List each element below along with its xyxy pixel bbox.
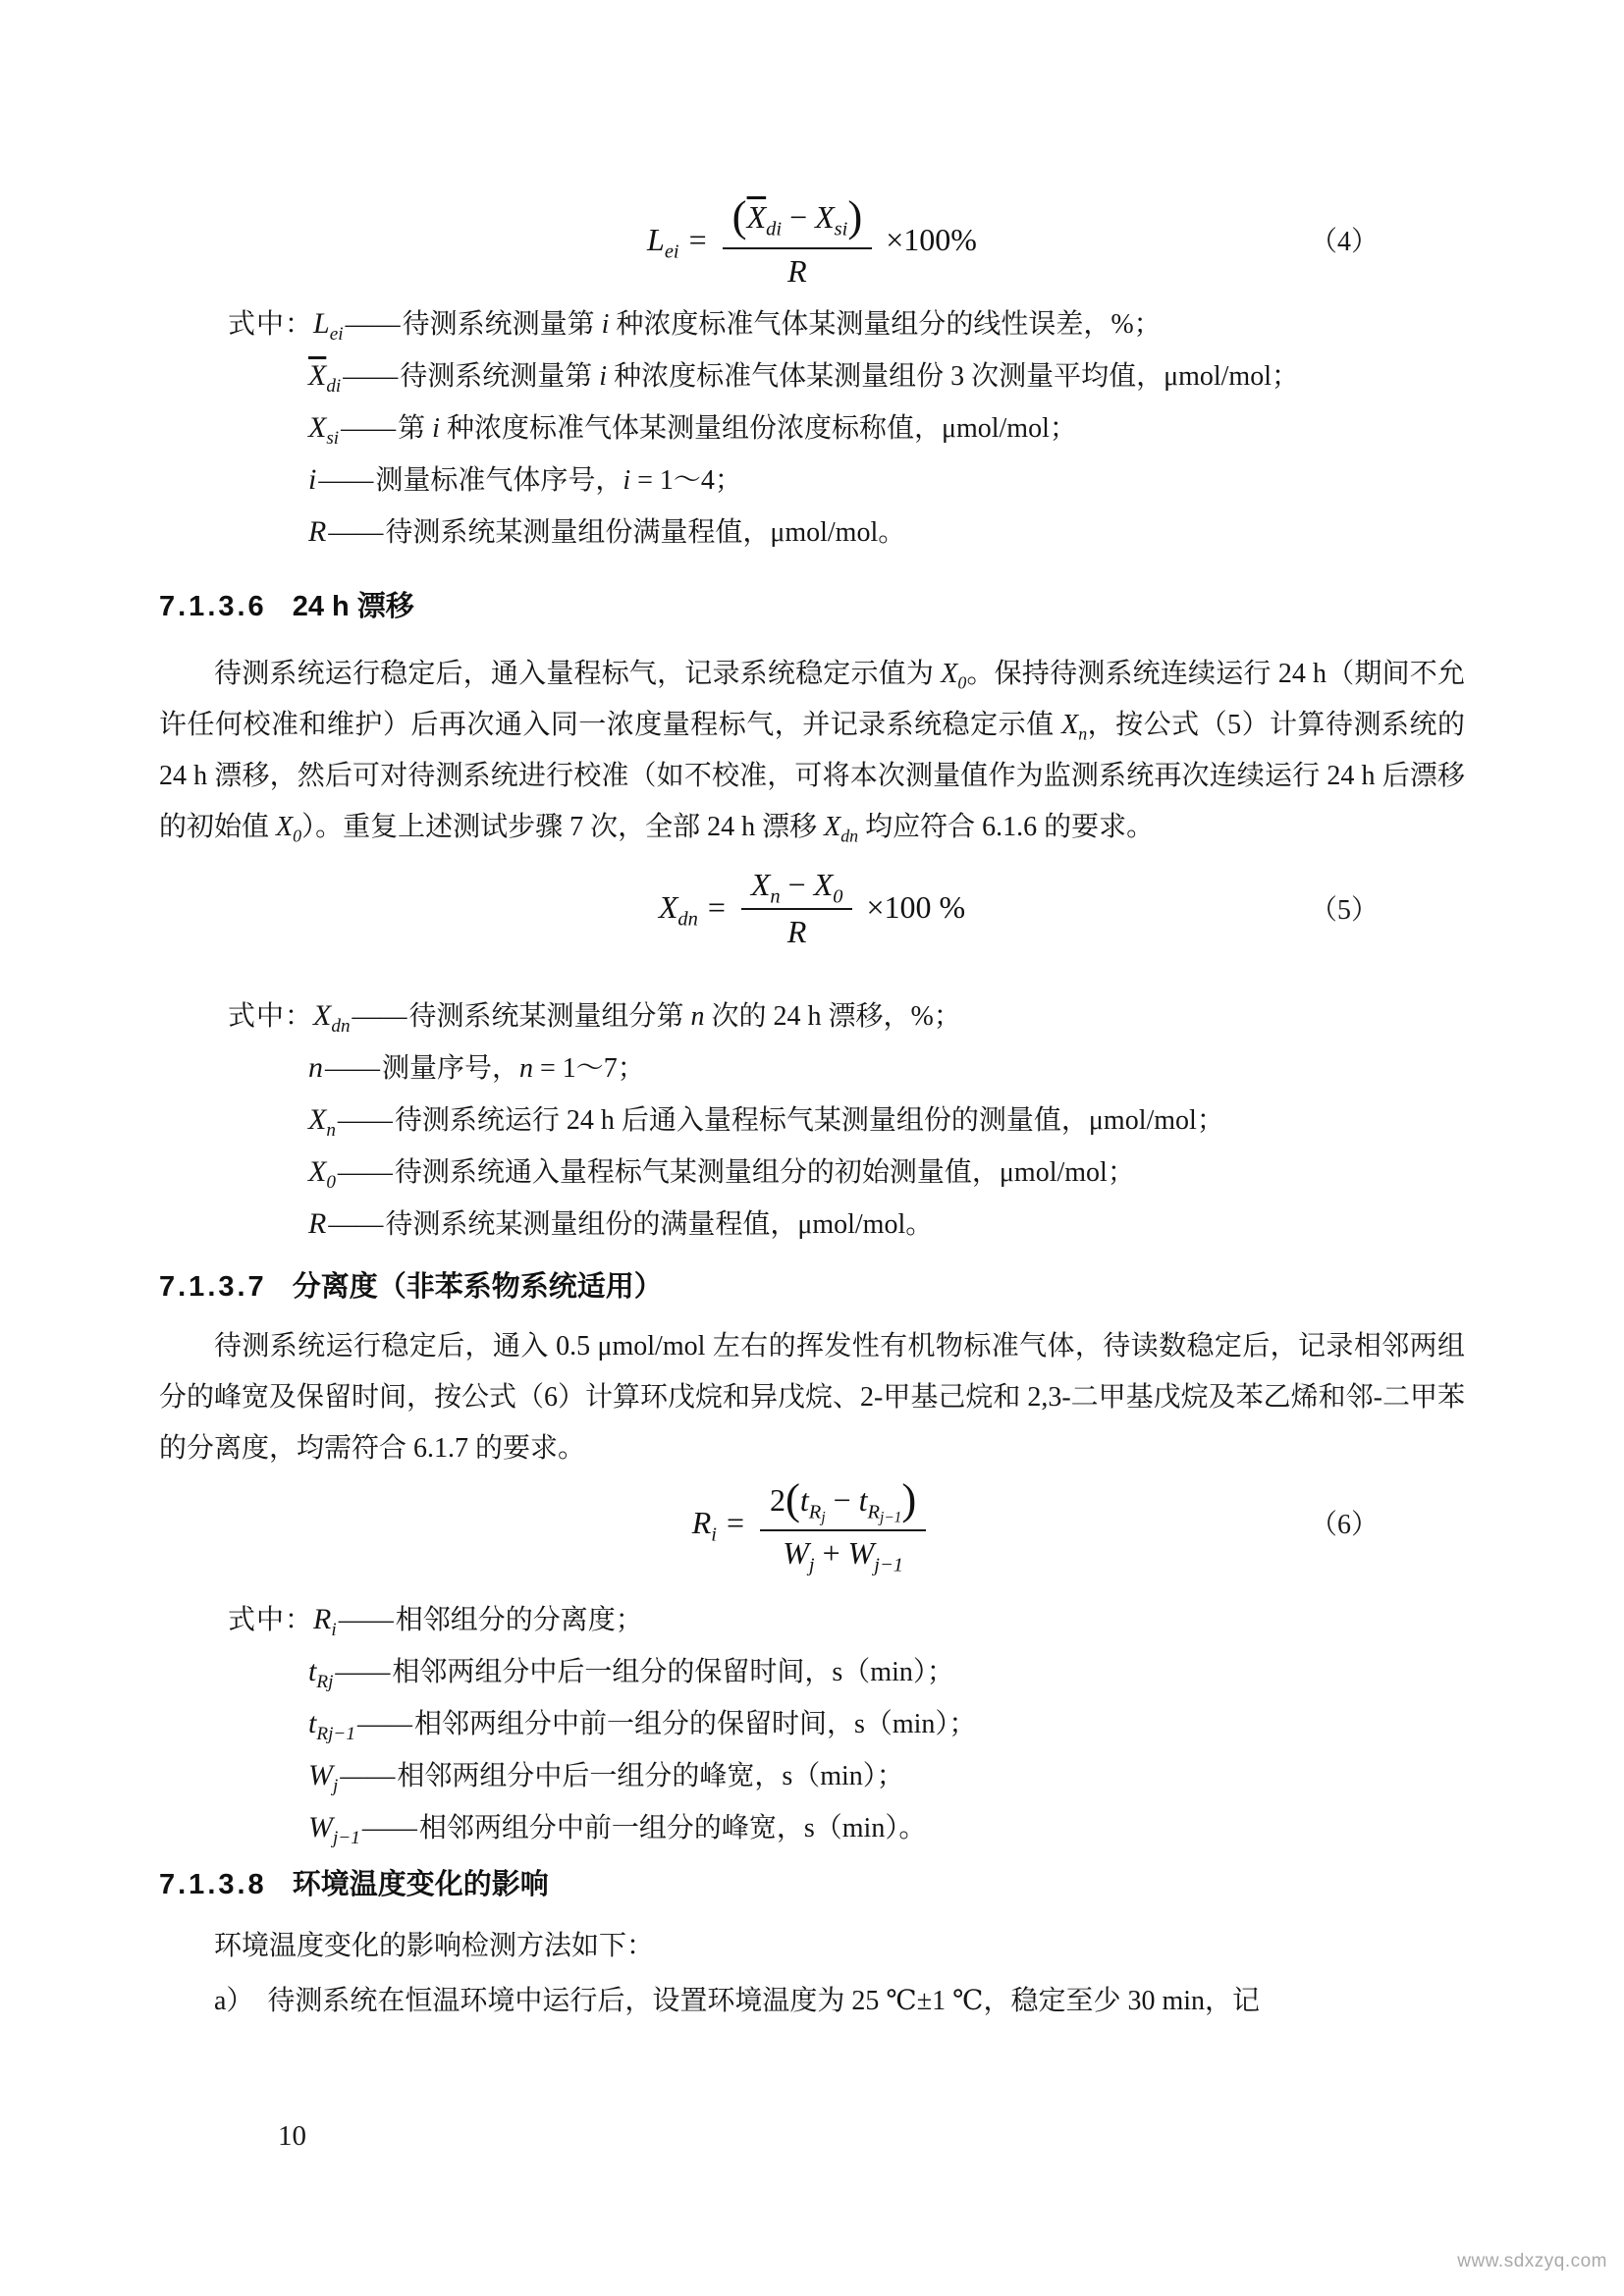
definition-item xyxy=(159,1802,1465,1854)
section-heading-7-1-3-8 xyxy=(159,1864,1465,1905)
symbol: $t_{Rj-1}$ xyxy=(308,1707,355,1745)
definition-item xyxy=(159,1750,1465,1802)
where-label: 式中： xyxy=(228,1000,314,1032)
dash: —— xyxy=(343,360,399,392)
equals-sign: = xyxy=(726,1504,744,1540)
symbol: R xyxy=(308,1206,327,1240)
paragraph-resolution: 待测系统运行稳定后，通入 0.5 μmol/mol 左右的挥发性有机物标准气体，待读数稳定后，记录相邻两组分的峰宽及保留时间，按公式（6）计算环戊烷和异戊烷、2-甲基己烷和 2,3-二甲基戊烷及苯乙烯和邻-二甲苯的分离度，均需符合 6.1.7 的要求。 xyxy=(159,1330,1465,1464)
dash: —— xyxy=(338,1605,394,1636)
definition-text: 待测系统运行 24 h 后通入量程标气某测量组份的测量值，μmol/mol； xyxy=(394,1104,1224,1136)
formula-lhs: $X_{dn}$ xyxy=(658,889,698,931)
dash: —— xyxy=(335,1657,391,1688)
formula-tail: ×100% xyxy=(886,221,977,257)
formula-tail: ×100 % xyxy=(866,889,966,926)
dash: —— xyxy=(325,1052,380,1084)
formula-lhs: $L_{ei}$ xyxy=(647,221,679,263)
symbol: n xyxy=(308,1050,323,1084)
fraction-numerator: $2(t_{Rj} - t_{Rj-1})$ xyxy=(760,1474,926,1532)
list-item-a: a） 待测系统在恒温环境中运行后，设置环境温度为 25 ℃±1 ℃，稳定至少 30 min，记 xyxy=(214,1986,1261,2017)
fraction-denominator: R xyxy=(786,913,807,949)
section-heading-7-1-3-7 xyxy=(159,1266,1465,1308)
formula-6 xyxy=(159,1473,1465,1576)
definition-list-formula-6 xyxy=(159,1594,1465,1854)
definition-item xyxy=(159,298,1465,350)
definition-text: 测量标准气体序号，i = 1～4； xyxy=(375,464,742,496)
definition-text: 第 i 种浓度标准气体某测量组份浓度标称值，μmol/mol； xyxy=(398,412,1077,444)
dash: —— xyxy=(361,1813,417,1844)
definition-text: 待测系统某测量组份满量程值，μmol/mol。 xyxy=(385,516,906,548)
definition-item xyxy=(159,990,1465,1042)
equals-sign: = xyxy=(688,221,707,257)
dash: —— xyxy=(337,1156,393,1188)
symbol: R xyxy=(308,514,327,548)
dash: —— xyxy=(337,1104,393,1136)
fraction xyxy=(760,1473,926,1576)
symbol: $W_j$ xyxy=(308,1759,339,1797)
symbol: $\overline{X}_{di}$ xyxy=(308,358,342,397)
fraction xyxy=(741,867,853,949)
definition-item xyxy=(159,402,1465,454)
definition-item xyxy=(159,1594,1465,1646)
page-number: 10 xyxy=(278,2120,306,2152)
symbol: $L_{ei}$ xyxy=(313,306,344,345)
section-number: 7.1.3.6 xyxy=(159,590,267,622)
formula-number: （5） xyxy=(1309,894,1379,926)
section-heading-7-1-3-6 xyxy=(159,586,1465,627)
formula-lhs: $R_i$ xyxy=(691,1504,717,1545)
section-title: 24 h 漂移 xyxy=(292,590,414,622)
definition-text: 相邻两组分中后一组分的保留时间，s（min）； xyxy=(392,1657,954,1688)
where-label: 式中： xyxy=(228,1605,314,1636)
dash: —— xyxy=(341,412,397,444)
definition-item xyxy=(159,1199,1465,1251)
paragraph-24h-drift: 待测系统运行稳定后，通入量程标气，记录系统稳定示值为 $X_0$。保持待测系统连续运行 24 h（期间不允许任何校准和维护）后再次通入同一浓度量程标气，并记录系统稳定示值 $X_n$，按公式（5）计算待测系统的 24 h 漂移，然后可对待测系统进行校准（如不校准，可将本次测量值作为监测系统再次连续运行 24 h 后漂移的初始值 $X_0$）。重复上述测试步骤 7 次，全部 24 h 漂移 $X_{dn}$ 均应符合 6.1.6 的要求。 xyxy=(159,658,1465,846)
definition-text: 待测系统测量第 i 种浓度标准气体某测量组分的线性误差，%； xyxy=(402,308,1162,340)
definition-list-formula-5 xyxy=(159,990,1465,1251)
equals-sign: = xyxy=(707,889,726,926)
section-title: 环境温度变化的影响 xyxy=(292,1869,549,1901)
formula-4-expression xyxy=(647,191,977,289)
dash: —— xyxy=(345,308,401,340)
where-label: 式中： xyxy=(228,308,314,340)
symbol: i xyxy=(308,462,317,496)
definition-item xyxy=(159,1698,1465,1750)
definition-item xyxy=(159,507,1465,559)
definition-item xyxy=(159,350,1465,402)
definition-text: 相邻两组分中前一组分的峰宽，s（min）。 xyxy=(418,1813,927,1844)
formula-number: （4） xyxy=(1309,227,1379,258)
fraction-numerator: $X_n - X_0$ xyxy=(741,867,853,910)
fraction-denominator: $W_j + W_{j-1}$ xyxy=(783,1535,904,1576)
symbol: $R_i$ xyxy=(313,1603,337,1641)
fraction-denominator: R xyxy=(787,252,807,289)
symbol: $W_{j-1}$ xyxy=(308,1811,360,1849)
symbol: $X_{dn}$ xyxy=(313,998,351,1037)
dash: —— xyxy=(318,464,374,496)
watermark: www.sdxzyq.com xyxy=(1457,2251,1607,2271)
definition-text: 相邻组分的分离度； xyxy=(395,1605,643,1636)
dash: —— xyxy=(356,1709,412,1740)
definition-item xyxy=(159,1646,1465,1698)
paragraph-temperature-intro: 环境温度变化的影响检测方法如下： xyxy=(214,1931,655,1962)
definition-item xyxy=(159,454,1465,507)
section-number: 7.1.3.7 xyxy=(159,1270,267,1303)
fraction-numerator: $(\overline{X}_{di} - X_{si})$ xyxy=(723,191,873,249)
dash: —— xyxy=(328,516,384,548)
formula-4 xyxy=(159,191,1465,289)
definition-item xyxy=(159,1095,1465,1147)
dash: —— xyxy=(352,1000,407,1032)
symbol: $t_{Rj}$ xyxy=(308,1655,334,1693)
definition-text: 待测系统某测量组份的满量程值，μmol/mol。 xyxy=(385,1208,934,1240)
symbol: $X_0$ xyxy=(308,1154,336,1193)
formula-5 xyxy=(159,867,1465,949)
definition-text: 测量序号，n = 1～7； xyxy=(382,1052,645,1084)
definition-text: 相邻两组分中前一组分的保留时间，s（min）； xyxy=(413,1709,977,1740)
formula-number: （6） xyxy=(1309,1510,1379,1541)
symbol: $X_{si}$ xyxy=(308,410,340,449)
definition-list-formula-4 xyxy=(159,298,1465,559)
definition-item xyxy=(159,1147,1465,1199)
dash: —— xyxy=(340,1761,396,1792)
symbol: $X_n$ xyxy=(308,1102,336,1141)
fraction xyxy=(723,191,873,289)
definition-text: 待测系统通入量程标气某测量组分的初始测量值，μmol/mol； xyxy=(394,1156,1135,1188)
definition-item xyxy=(159,1042,1465,1095)
section-number: 7.1.3.8 xyxy=(159,1869,267,1901)
section-title: 分离度（非苯系物系统适用） xyxy=(292,1270,663,1303)
dash: —— xyxy=(328,1208,384,1240)
page-content xyxy=(159,0,1465,2027)
definition-text: 待测系统某测量组分第 n 次的 24 h 漂移，%； xyxy=(408,1000,961,1032)
formula-6-expression xyxy=(691,1473,933,1576)
formula-5-expression xyxy=(659,867,965,949)
definition-text: 待测系统测量第 i 种浓度标准气体某测量组份 3 次测量平均值，μmol/mol； xyxy=(400,360,1299,392)
definition-text: 相邻两组分中后一组分的峰宽，s（min）； xyxy=(397,1761,904,1792)
